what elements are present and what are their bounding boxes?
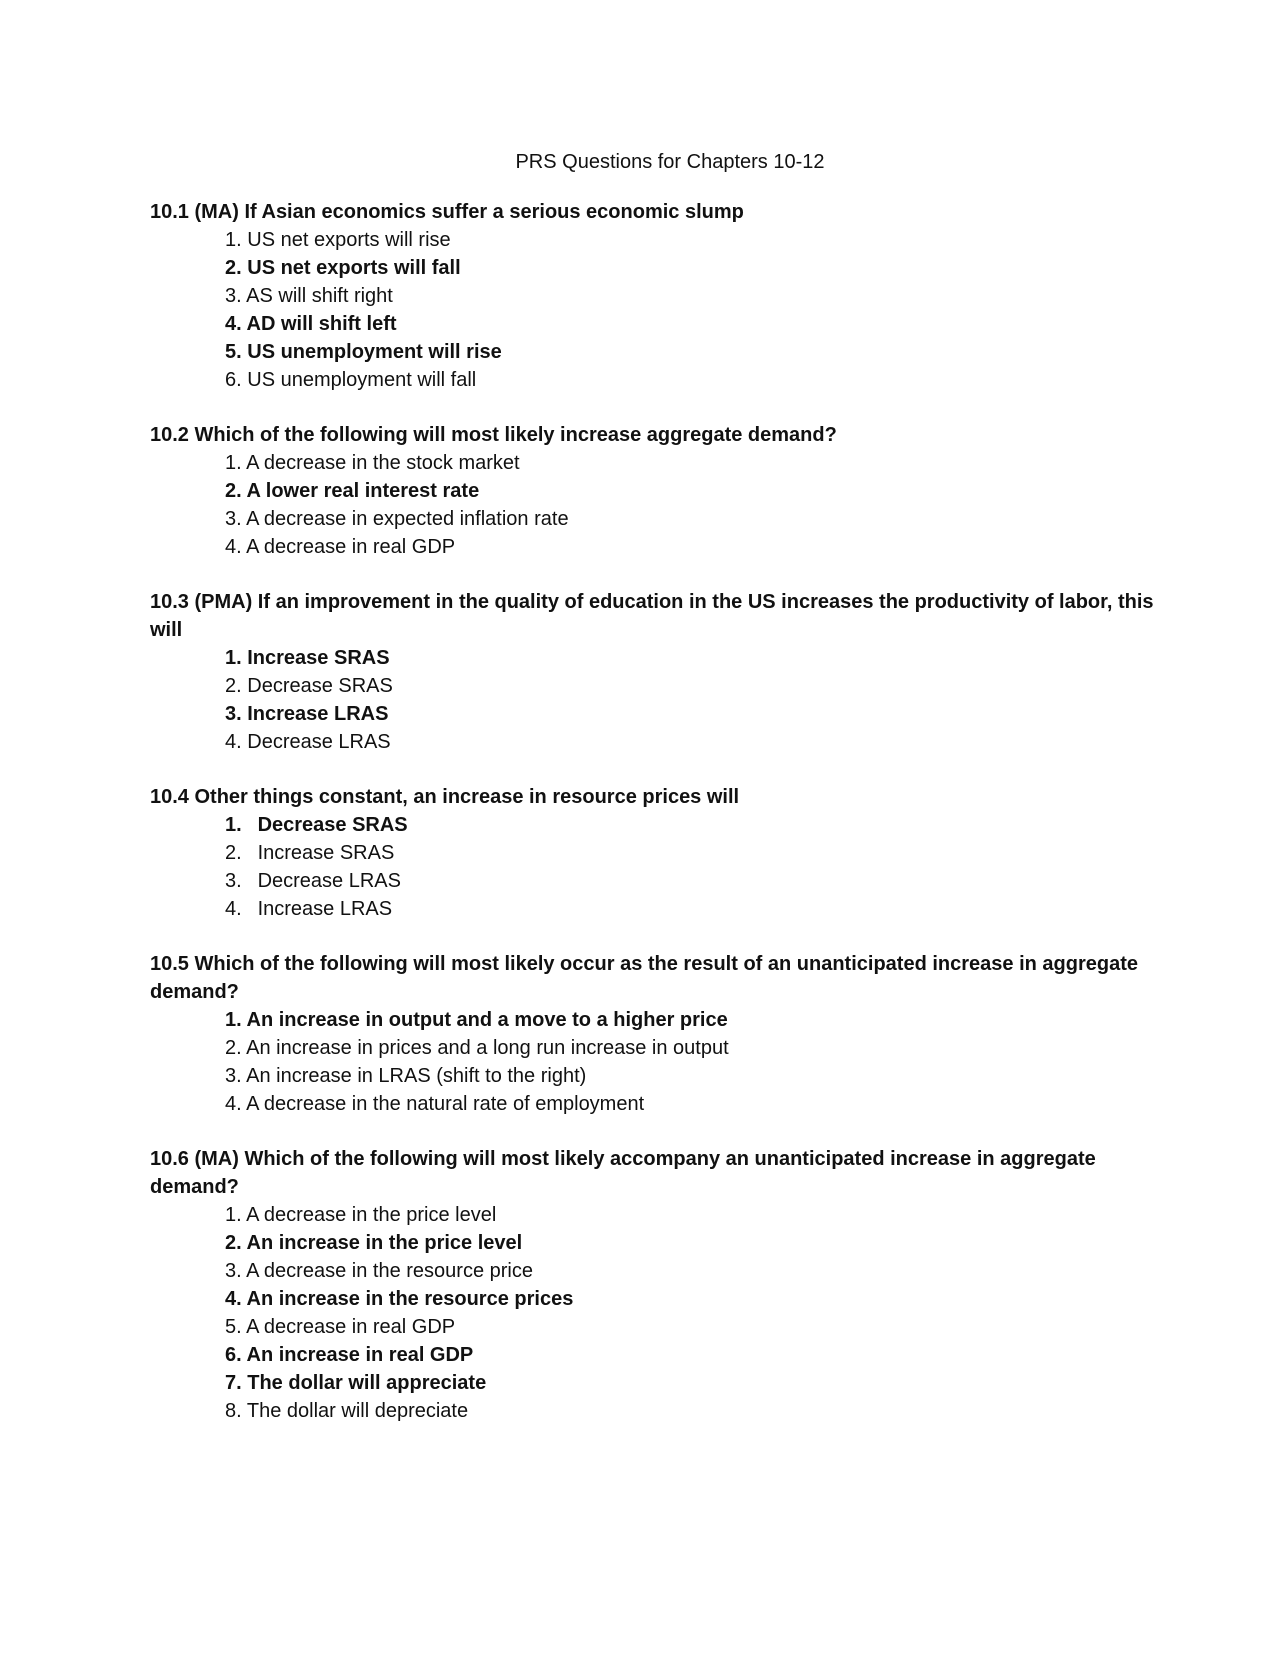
option-number: 7.	[225, 1372, 242, 1394]
answer-option	[225, 839, 1170, 867]
answer-options	[150, 449, 1170, 561]
question-block	[150, 198, 1170, 394]
option-number: 1.	[225, 647, 242, 669]
option-number: 4.	[225, 1288, 242, 1310]
option-number: 2.	[225, 1037, 242, 1059]
option-number: 6.	[225, 1344, 242, 1366]
option-number: 1.	[225, 1204, 242, 1226]
answer-option	[225, 1034, 1170, 1062]
answer-option	[225, 1201, 1170, 1229]
option-text: AD will shift left	[246, 313, 397, 335]
answer-option	[225, 1285, 1170, 1313]
option-text: Decrease SRAS	[247, 675, 393, 697]
option-number: 1.	[225, 814, 242, 836]
option-text: Increase LRAS	[257, 898, 393, 920]
option-text: A decrease in the stock market	[246, 452, 520, 474]
option-text: An increase in the resource prices	[246, 1288, 574, 1310]
option-number: 6.	[225, 369, 242, 391]
option-text: An increase in prices and a long run increase in output	[246, 1037, 729, 1059]
option-number: 4.	[225, 313, 242, 335]
question-stem: 10.2 Which of the following will most likely increase aggregate demand?	[150, 424, 837, 446]
option-number: 1.	[225, 229, 242, 251]
answer-option	[225, 867, 1170, 895]
option-text: US unemployment will fall	[247, 369, 477, 391]
option-number: 3.	[225, 1260, 242, 1282]
option-text: A decrease in the natural rate of employment	[246, 1093, 645, 1115]
option-number: 4.	[225, 1093, 242, 1115]
question-block	[150, 783, 1170, 923]
option-number: 3.	[225, 870, 242, 892]
option-number: 2.	[225, 842, 242, 864]
option-text: The dollar will depreciate	[246, 1400, 469, 1422]
answer-options	[150, 644, 1170, 756]
answer-option	[225, 1229, 1170, 1257]
question-stem: 10.6 (MA) Which of the following will most likely accompany an unanticipated increase in aggregate demand?	[150, 1148, 1096, 1198]
option-number: 5.	[225, 1316, 242, 1338]
option-text: Decrease LRAS	[247, 731, 391, 753]
answer-option	[225, 700, 1170, 728]
answer-option	[225, 310, 1170, 338]
option-number: 2.	[225, 1232, 242, 1254]
option-text: A decrease in real GDP	[246, 536, 456, 558]
question-block	[150, 421, 1170, 561]
option-number: 4.	[225, 536, 242, 558]
answer-option	[225, 1090, 1170, 1118]
answer-option	[225, 477, 1170, 505]
question-block	[150, 1145, 1170, 1425]
question-block	[150, 950, 1170, 1118]
option-number: 2.	[225, 257, 242, 279]
option-text: An increase in real GDP	[246, 1344, 474, 1366]
answer-option	[225, 226, 1170, 254]
answer-option	[225, 533, 1170, 561]
option-number: 3.	[225, 703, 242, 725]
option-text: US net exports will rise	[247, 229, 451, 251]
answer-option	[225, 1257, 1170, 1285]
question-block	[150, 588, 1170, 756]
answer-option	[225, 895, 1170, 923]
answer-option	[225, 1062, 1170, 1090]
option-number: 3.	[225, 1065, 242, 1087]
option-text: AS will shift right	[246, 285, 393, 307]
answer-option	[225, 505, 1170, 533]
option-text: Decrease LRAS	[257, 870, 401, 892]
option-text: A decrease in real GDP	[246, 1316, 456, 1338]
question-stem: 10.1 (MA) If Asian economics suffer a serious economic slump	[150, 201, 744, 223]
question-stem: 10.5 Which of the following will most likely occur as the result of an unanticipated increase in aggregate demand?	[150, 953, 1138, 1003]
option-number: 3.	[225, 285, 242, 307]
answer-option	[225, 1006, 1170, 1034]
answer-option	[225, 1341, 1170, 1369]
answer-option	[225, 449, 1170, 477]
option-number: 3.	[225, 508, 242, 530]
option-text: US net exports will fall	[247, 257, 461, 279]
option-number: 4.	[225, 731, 242, 753]
option-text: A decrease in the price level	[246, 1204, 497, 1226]
option-text: A lower real interest rate	[246, 480, 480, 502]
answer-option	[225, 1369, 1170, 1397]
option-text: Decrease SRAS	[257, 814, 408, 836]
option-number: 1.	[225, 452, 242, 474]
option-text: Increase LRAS	[247, 703, 389, 725]
answer-option	[225, 1397, 1170, 1425]
option-number: 1.	[225, 1009, 242, 1031]
answer-option	[225, 282, 1170, 310]
option-number: 5.	[225, 341, 242, 363]
option-text: Increase SRAS	[257, 842, 395, 864]
answer-options	[150, 1201, 1170, 1425]
answer-options	[150, 226, 1170, 394]
answer-option	[225, 1313, 1170, 1341]
option-text: Increase SRAS	[247, 647, 390, 669]
option-number: 2.	[225, 675, 242, 697]
option-text: An increase in LRAS (shift to the right)	[246, 1065, 587, 1087]
option-text: A decrease in the resource price	[246, 1260, 533, 1282]
option-number: 2.	[225, 480, 242, 502]
option-number: 8.	[225, 1400, 242, 1422]
option-text: US unemployment will rise	[247, 341, 502, 363]
answer-options	[150, 1006, 1170, 1118]
answer-option	[225, 672, 1170, 700]
option-text: An increase in the price level	[246, 1232, 523, 1254]
document-title: PRS Questions for Chapters 10-12	[515, 151, 825, 173]
option-text: The dollar will appreciate	[247, 1372, 487, 1394]
answer-option	[225, 644, 1170, 672]
option-text: A decrease in expected inflation rate	[246, 508, 569, 530]
question-list	[150, 198, 1170, 1425]
answer-option	[225, 338, 1170, 366]
answer-option	[225, 811, 1170, 839]
answer-option	[225, 366, 1170, 394]
question-stem: 10.4 Other things constant, an increase in resource prices will	[150, 786, 740, 808]
question-stem: 10.3 (PMA) If an improvement in the quality of education in the US increases the productivity of labor, this will	[150, 591, 1154, 641]
option-number: 4.	[225, 898, 242, 920]
option-text: An increase in output and a move to a higher price	[246, 1009, 728, 1031]
answer-option	[225, 254, 1170, 282]
answer-option	[225, 728, 1170, 756]
answer-options	[150, 811, 1170, 923]
